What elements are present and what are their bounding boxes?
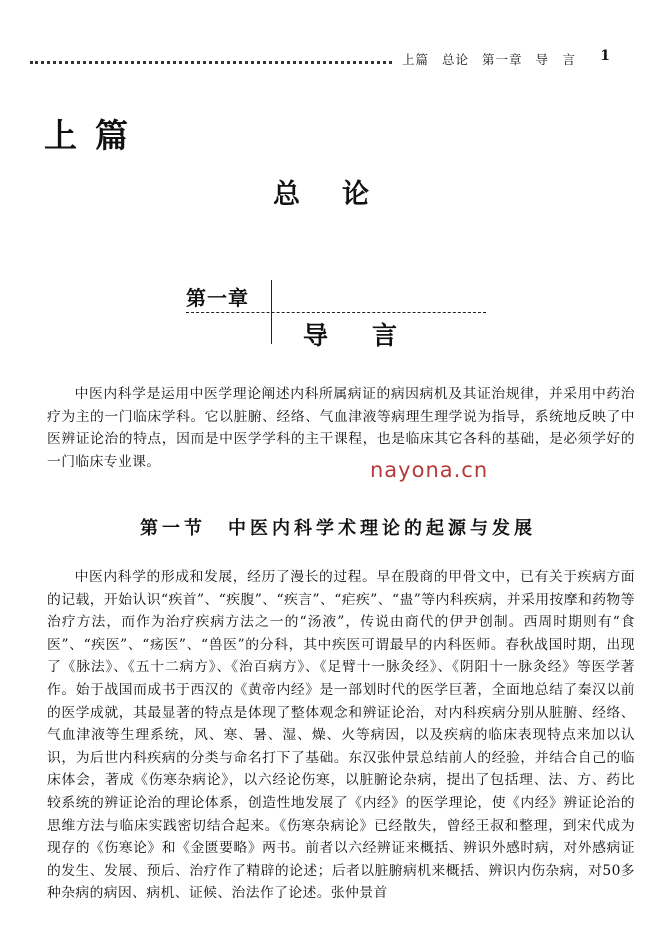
intro-paragraph: 中医内科学是运用中医学理论阐述内科所属病证的病因病机及其证治规律，并采用中药治疗为主的一门临床学科。它以脏腑、经络、气血津液等病理生理学说为指导，系统地反映了中医辨证论治的特点，因而是中医学学科的主干课程，也是临床其它各科的基础，是必须学好的一门临床专业课。 [47,386,635,470]
header-part: 上篇 [402,52,430,67]
chapter-title: 导言 [303,321,442,350]
overview-title: 总论 [273,179,411,210]
section-number: 第一节 [140,518,206,539]
header-dotted-leader [30,61,392,64]
chapter-divider-horizontal [186,312,486,313]
watermark: nayona.cn [370,458,489,482]
section-heading [140,514,536,540]
header-chapter: 第一章 [482,52,523,67]
section-title: 中医内科学术理论的起源与发展 [228,518,536,539]
chapter-number: 第一章 [186,286,249,310]
chapter-heading [186,280,496,350]
part-title: 上篇 [44,116,146,155]
header-overview: 总论 [442,52,470,67]
header-running-title [402,50,584,68]
header-chapter-title: 导 言 [535,52,577,67]
page-number: 1 [600,48,610,64]
running-header [30,50,610,70]
section-paragraph: 中医内科学的形成和发展，经历了漫长的过程。早在殷商的甲骨文中，已有关于疾病方面的记载，开始认识“疾首”、“疾腹”、“疾言”、“疟疾”、“蛊”等内科疾病，并采用按摩和药物等治疗方法，而作为治疗疾病方法之一的“汤液”，传说由商代的伊尹创制。西周时期则有“食医”、“疾医”、“疡医”、“兽医”的分科，其中疾医可谓最早的内科医师。春秋战国时期，出现了《脉法》、《五十二病方》、《治百病方》、《足臂十一脉灸经》、《阴阳十一脉灸经》等医学著作。始于战国而成书于西汉的《黄帝内经》是一部划时代的医学巨著，全面地总结了秦汉以前的医学成就，其最显著的特点是体现了整体观念和辨证论治，对内科疾病分别从脏腑、经络、气血津液等生理系统，风、寒、暑、湿、燥、火等病因，以及疾病的临床表现特点来加以认识，为后世内科疾病的分类与命名打下了基础。东汉张仲景总结前人的经验，并结合自己的临床体会，著成《伤寒杂病论》，以六经论伤寒，以脏腑论杂病，提出了包括理、法、方、药比较系统的辨证论治的理论体系，创造性地发展了《内经》的医学理论，使《内经》辨证论治的思维方法与临床实践密切结合起来。《伤寒杂病论》已经散失，曾经王叔和整理，到宋代成为现存的《伤寒论》和《金匮要略》两书。前者以六经辨证来概括、辨识外感时病，对外感病证的发生、发展、预后、治疗作了精辟的论述；后者以脏腑病机来概括、辨识内伤杂病，对50多种杂病的病因、病机、证候、治法作了论述。张仲景首 [47,569,635,902]
